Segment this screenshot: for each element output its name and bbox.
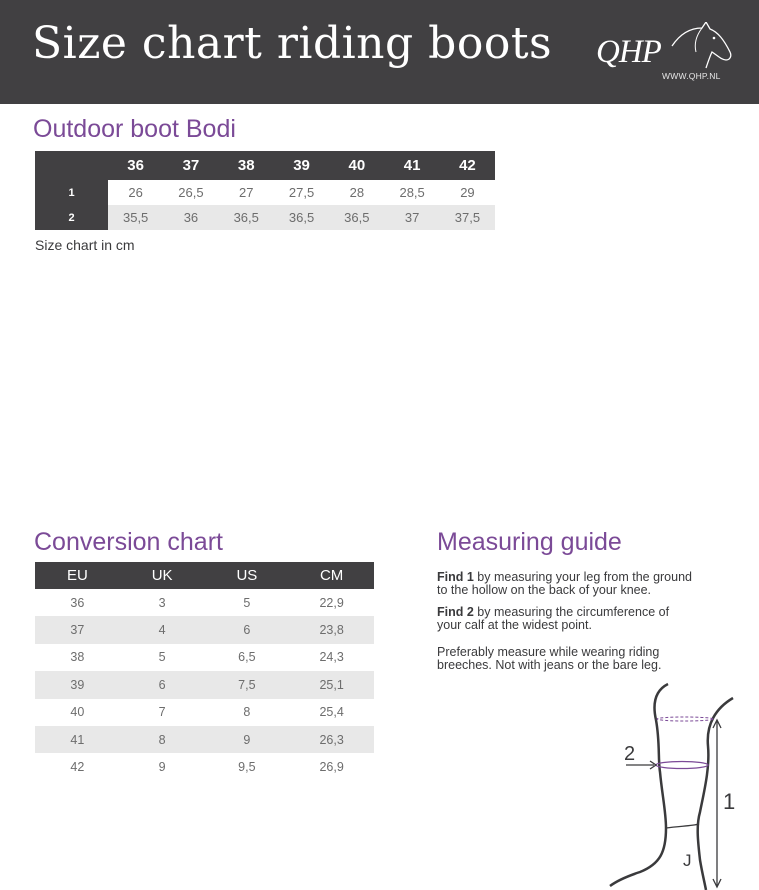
find-1-instruction xyxy=(437,571,737,596)
table-header-row xyxy=(35,562,374,589)
table-cell: 5 xyxy=(158,650,166,665)
table-cell: 9 xyxy=(205,726,290,753)
table-row xyxy=(35,205,495,230)
table-cell: 25,4 xyxy=(319,705,344,720)
table-cell: 41 xyxy=(35,726,120,753)
table-cell: 28,5 xyxy=(399,185,425,200)
table-cell: 7 xyxy=(158,705,166,720)
boot-chart-title: Outdoor boot Bodi xyxy=(33,115,236,143)
table-cell: 3 xyxy=(158,595,166,610)
header-bar xyxy=(0,0,759,104)
knee-measure-line xyxy=(657,717,713,721)
qhp-logo xyxy=(594,22,736,86)
table-cell: 7,5 xyxy=(205,671,290,698)
column-header-uk: UK xyxy=(120,562,205,589)
table-cell: 9 xyxy=(158,760,166,775)
table-cell: 8 xyxy=(120,726,205,753)
table-cell: 6 xyxy=(120,671,205,698)
find-1-line-2: to the hollow on the back of your knee. xyxy=(437,582,652,597)
table-cell: 36,5 xyxy=(329,205,384,230)
preferably-line-2: breeches. Not with jeans or the bare leg. xyxy=(437,657,662,672)
table-cell: 5 xyxy=(243,595,251,610)
size-header: 40 xyxy=(329,151,384,180)
column-header-us: US xyxy=(205,562,290,589)
size-header: 39 xyxy=(274,151,329,180)
table-cell: 6,5 xyxy=(238,650,256,665)
size-header: 37 xyxy=(163,151,218,180)
label-j: J xyxy=(683,851,692,870)
table-cell: 29 xyxy=(460,185,475,200)
breeches-line xyxy=(666,824,699,828)
label-1: 1 xyxy=(723,789,736,814)
row-label: 1 xyxy=(35,180,108,205)
table-row xyxy=(35,616,374,643)
preferably-note xyxy=(437,646,737,671)
table-cell: 35,5 xyxy=(108,205,163,230)
column-header-cm: CM xyxy=(289,562,374,589)
table-cell: 42 xyxy=(70,760,85,775)
find-2-instruction xyxy=(437,606,737,631)
table-cell: 36,5 xyxy=(274,205,329,230)
find-1-label: Find 1 xyxy=(437,570,474,584)
table-cell: 24,3 xyxy=(319,650,344,665)
table-row xyxy=(35,180,495,205)
table-cell: 8 xyxy=(243,705,251,720)
table-cell: 27,5 xyxy=(288,185,315,200)
table-cell: 36 xyxy=(163,205,218,230)
size-header: 36 xyxy=(108,151,163,180)
logo-url: WWW.QHP.NL xyxy=(662,71,721,81)
label-2: 2 xyxy=(624,743,636,765)
conversion-chart-title: Conversion chart xyxy=(34,528,223,556)
table-row xyxy=(35,699,374,726)
measuring-guide-title: Measuring guide xyxy=(437,528,622,556)
table-cell: 28 xyxy=(349,185,365,200)
row-label: 2 xyxy=(35,205,108,230)
table-cell: 9,5 xyxy=(238,760,256,775)
calf-measure-line xyxy=(656,762,708,769)
conversion-table xyxy=(35,562,374,781)
table-cell: 38 xyxy=(70,650,85,665)
table-cell: 39 xyxy=(35,671,120,698)
table-cell: 6 xyxy=(205,616,290,643)
leg-measuring-diagram xyxy=(600,676,750,890)
table-cell: 26,5 xyxy=(178,185,204,200)
find-2-line-2: your calf at the widest point. xyxy=(437,617,592,632)
table-header-row xyxy=(35,151,495,180)
preferably-line-1: Preferably measure while wearing riding xyxy=(437,645,660,659)
horse-head-icon xyxy=(666,22,734,70)
table-cell: 27 xyxy=(239,185,254,200)
table-cell: 36,5 xyxy=(219,205,274,230)
size-chart-note: Size chart in cm xyxy=(35,237,135,253)
table-row xyxy=(35,589,374,616)
find-2-label: Find 2 xyxy=(437,605,474,619)
table-cell: 40 xyxy=(70,705,85,720)
table-cell: 37 xyxy=(35,616,120,643)
logo-text: QHP xyxy=(596,34,661,70)
table-cell: 37,5 xyxy=(440,205,495,230)
table-cell: 4 xyxy=(120,616,205,643)
find-2-line-1: by measuring the circumference of xyxy=(477,605,670,619)
table-cell: 26,9 xyxy=(319,760,344,775)
size-header: 38 xyxy=(219,151,274,180)
table-cell: 26 xyxy=(128,185,143,200)
corner-cell xyxy=(35,151,108,180)
table-cell: 22,9 xyxy=(319,595,344,610)
leg-outline-front xyxy=(610,684,668,886)
column-header-eu: EU xyxy=(35,562,120,589)
table-row xyxy=(35,753,374,780)
find-1-line-1: by measuring your leg from the ground xyxy=(477,570,692,584)
size-header: 42 xyxy=(440,151,495,180)
table-row xyxy=(35,726,374,753)
table-cell: 26,3 xyxy=(289,726,374,753)
page-title: Size chart riding boots xyxy=(32,18,553,69)
size-header: 41 xyxy=(384,151,439,180)
boot-size-table xyxy=(35,151,495,230)
table-row xyxy=(35,671,374,698)
table-cell: 36 xyxy=(70,595,85,610)
table-cell: 25,1 xyxy=(289,671,374,698)
table-row xyxy=(35,644,374,671)
table-cell: 37 xyxy=(384,205,439,230)
table-cell: 23,8 xyxy=(289,616,374,643)
